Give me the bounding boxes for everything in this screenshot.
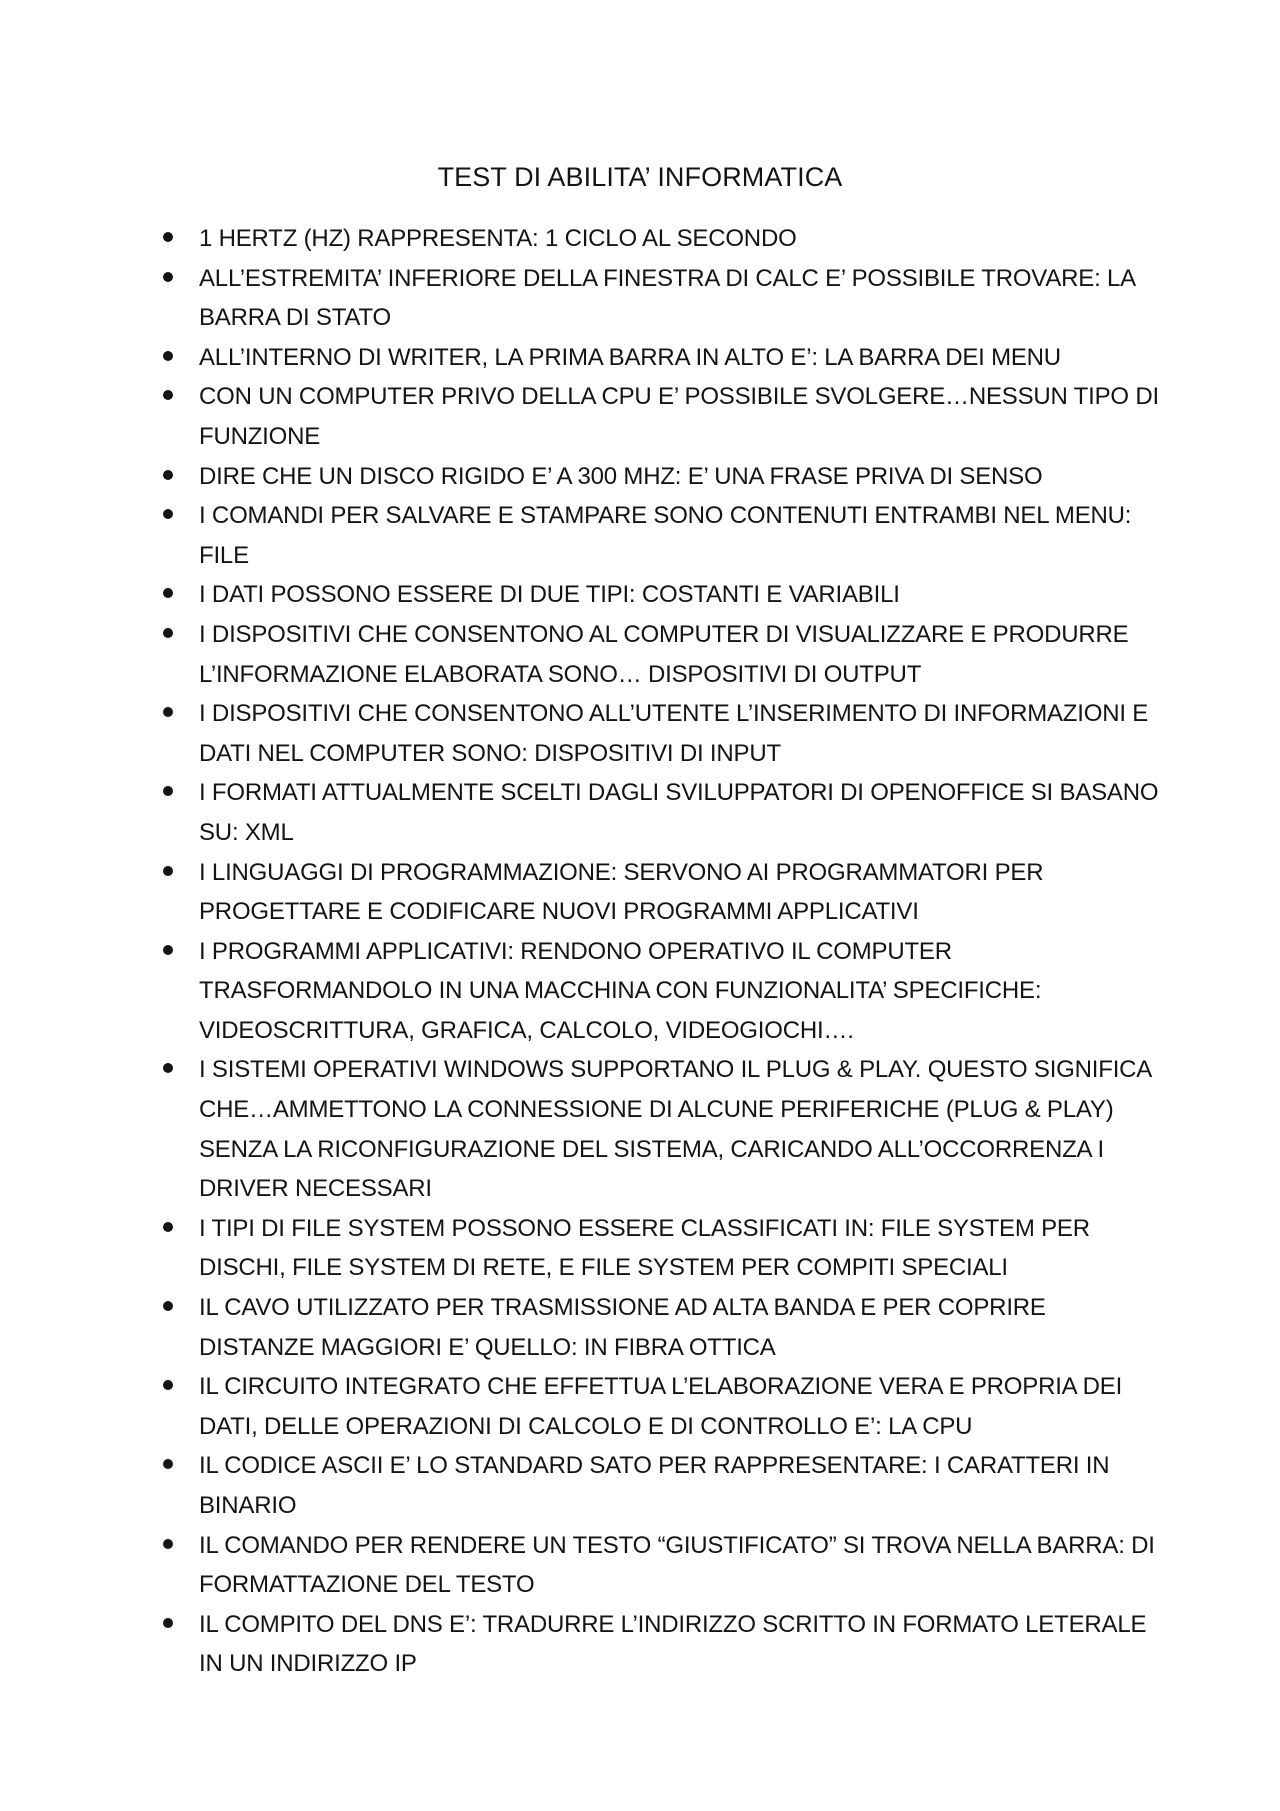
list-item-text: I SISTEMI OPERATIVI WINDOWS SUPPORTANO IL PLUG & PLAY. QUESTO SIGNIFICA CHE…AMMETTONO LA CONNESSIONE DI ALCUNE PERIFERICHE (PLUG & PLAY) SENZA LA RICONFIGURAZIONE DEL SISTEMA, CARICANDO ALL’OCCORRENZA I DRIVER NECESSARI: [199, 1056, 1151, 1203]
list-item: [0, 853, 1160, 932]
bullet-icon: [163, 628, 173, 638]
bullet-icon: [163, 1301, 173, 1311]
list-item: [0, 338, 1160, 378]
list-item-text: 1 HERTZ (HZ) RAPPRESENTA: 1 CICLO AL SECONDO: [199, 225, 797, 252]
list-item-text: I PROGRAMMI APPLICATIVI: RENDONO OPERATIVO IL COMPUTER TRASFORMANDOLO IN UNA MACCHINA CON FUNZIONALITA’ SPECIFICHE: VIDEOSCRITTURA, GRAFICA, CALCOLO, VIDEOGIOCHI….: [199, 937, 1042, 1044]
list-item: [0, 1526, 1160, 1605]
bullet-icon: [163, 1380, 173, 1390]
bullet-icon: [163, 1539, 173, 1549]
bullet-icon: [163, 866, 173, 876]
list-item: [0, 457, 1160, 497]
list-item: [0, 1288, 1160, 1367]
bullet-icon: [163, 351, 173, 361]
bullet-icon: [163, 470, 173, 480]
bullet-icon: [163, 272, 173, 282]
list-item: [0, 575, 1160, 615]
list-item-text: ALL’INTERNO DI WRITER, LA PRIMA BARRA IN ALTO E’: LA BARRA DEI MENU: [199, 343, 1061, 371]
list-item: [0, 932, 1160, 1051]
bullet-icon: [163, 945, 173, 955]
bullet-icon: [163, 786, 173, 796]
bullet-icon: [163, 509, 173, 519]
list-item-text: CON UN COMPUTER PRIVO DELLA CPU E’ POSSIBILE SVOLGERE…NESSUN TIPO DI FUNZIONE: [199, 383, 1159, 450]
list-item: [0, 1209, 1160, 1288]
list-item-text: I COMANDI PER SALVARE E STAMPARE SONO CONTENUTI ENTRAMBI NEL MENU: FILE: [199, 502, 1132, 569]
list-item: [0, 259, 1160, 338]
list-item-text: ALL’ESTREMITA’ INFERIORE DELLA FINESTRA DI CALC E’ POSSIBILE TROVARE: LA BARRA DI STATO: [199, 264, 1135, 332]
list-item: [0, 377, 1160, 456]
bullet-icon: [163, 390, 173, 400]
bullet-icon: [163, 588, 173, 598]
list-item-text: DIRE CHE UN DISCO RIGIDO E’ A 300 MHZ: E’ UNA FRASE PRIVA DI SENSO: [199, 462, 1043, 490]
list-item-text: IL CAVO UTILIZZATO PER TRASMISSIONE AD ALTA BANDA E PER COPRIRE DISTANZE MAGGIORI E’ QUELLO: IN FIBRA OTTICA: [199, 1294, 1046, 1361]
bullet-icon: [163, 1063, 173, 1073]
list-item-text: I FORMATI ATTUALMENTE SCELTI DAGLI SVILUPPATORI DI OPENOFFICE SI BASANO SU: XML: [199, 779, 1159, 846]
list-item-text: I TIPI DI FILE SYSTEM POSSONO ESSERE CLASSIFICATI IN: FILE SYSTEM PER DISCHI, FILE SYSTEM DI RETE, E FILE SYSTEM PER COMPITI SPECIALI: [199, 1214, 1090, 1282]
list-item-text: IL CIRCUITO INTEGRATO CHE EFFETTUA L’ELABORAZIONE VERA E PROPRIA DEI DATI, DELLE OPERAZIONI DI CALCOLO E DI CONTROLLO E’: LA CPU: [199, 1373, 1123, 1440]
list-item: [0, 1050, 1160, 1208]
bullet-icon: [163, 1222, 173, 1232]
bullet-icon: [163, 1618, 173, 1628]
list-item: [0, 694, 1160, 773]
bullet-icon: [163, 707, 173, 717]
list-item-text: I DATI POSSONO ESSERE DI DUE TIPI: COSTANTI E VARIABILI: [199, 581, 900, 609]
list-item: [0, 615, 1160, 694]
list-item: [0, 496, 1160, 575]
list-item: [0, 1446, 1160, 1525]
list-item: [0, 1367, 1160, 1446]
list-item-text: I DISPOSITIVI CHE CONSENTONO AL COMPUTER DI VISUALIZZARE E PRODURRE L’INFORMAZIONE ELABORATA SONO… DISPOSITIVI DI OUTPUT: [199, 620, 1129, 688]
list-item: [0, 773, 1160, 852]
bullet-list: [0, 219, 1280, 1684]
list-item-text: IL COMANDO PER RENDERE UN TESTO “GIUSTIFICATO” SI TROVA NELLA BARRA: DI FORMATTAZIONE DEL TESTO: [199, 1531, 1155, 1599]
bullet-icon: [163, 1459, 173, 1469]
list-item-text: I DISPOSITIVI CHE CONSENTONO ALL’UTENTE L’INSERIMENTO DI INFORMAZIONI E DATI NEL COMPUTER SONO: DISPOSITIVI DI INPUT: [199, 700, 1149, 767]
list-item: [0, 1605, 1160, 1684]
bullet-icon: [163, 232, 173, 242]
list-item: [0, 219, 1160, 259]
list-item-text: IL CODICE ASCII E’ LO STANDARD SATO PER RAPPRESENTARE: I CARATTERI IN BINARIO: [199, 1452, 1110, 1519]
list-item-text: IL COMPITO DEL DNS E’: TRADURRE L’INDIRIZZO SCRITTO IN FORMATO LETERALE IN UN INDIRIZZO IP: [199, 1610, 1147, 1678]
list-item-text: I LINGUAGGI DI PROGRAMMAZIONE: SERVONO AI PROGRAMMATORI PER PROGETTARE E CODIFICARE NUOVI PROGRAMMI APPLICATIVI: [199, 858, 1044, 926]
document-title: TEST DI ABILITA’ INFORMATICA: [437, 162, 843, 192]
